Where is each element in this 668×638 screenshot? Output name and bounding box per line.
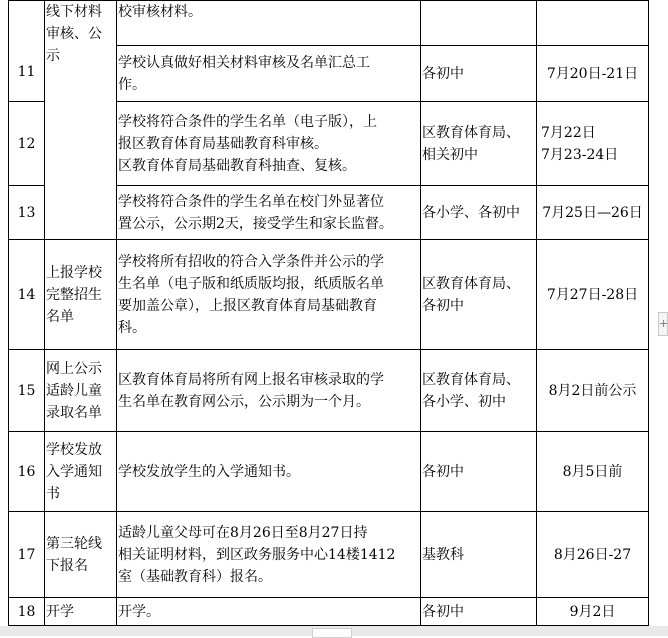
time-line: 7月27日-28日: [546, 286, 639, 303]
time-line: 7月20日-21日: [546, 65, 639, 82]
row-number-cell: 11: [9, 1, 45, 102]
dept-cell: [421, 350, 537, 432]
content-line: 报区教育体育局基础教育科审核。: [118, 135, 328, 152]
content-line: 置公示，公示期2天，接受学生和家长监督。: [118, 215, 393, 232]
dept-line: 各初中: [422, 603, 464, 620]
content-line: 生名单（电子版和纸质版均报，纸质版名单: [118, 275, 384, 292]
time-cell: [537, 102, 649, 186]
table-row: [9, 432, 649, 512]
row-number-cell: 15: [9, 350, 45, 432]
table-row: [9, 350, 649, 432]
dept-line: 各初中: [422, 297, 464, 314]
stage-line: 完整招生: [46, 286, 102, 303]
stage-cell: [45, 1, 117, 240]
content-cell: [117, 240, 421, 350]
time-cell: [537, 46, 649, 102]
dept-line: 各初中: [422, 463, 464, 480]
stage-cell: [45, 240, 117, 350]
content-line: 学校发放学生的入学通知书。: [118, 463, 300, 480]
table-row: [9, 512, 649, 598]
stage-line: 名单: [46, 308, 74, 325]
content-line: 区教育体育局将所有网上报名审核录取的学: [118, 371, 384, 388]
stage-line: 录取名单: [46, 404, 102, 421]
schedule-table-body: [9, 1, 649, 626]
stage-line: 审核、公: [46, 26, 102, 42]
content-line: 区教育体育局基础教育科抽查、复核。: [118, 157, 356, 174]
content-line: 校审核材料。: [118, 4, 202, 20]
time-line: 7月25日—26日: [542, 204, 643, 221]
row-number-cell: 14: [9, 240, 45, 350]
schedule-table: [8, 0, 649, 626]
time-line: 9月2日: [569, 603, 616, 620]
dept-cell: [421, 102, 537, 186]
dept-line: 各小学、各初中: [422, 204, 520, 221]
row-number-cell: 12: [9, 102, 45, 186]
dept-cell: [421, 598, 537, 626]
content-line: 开学。: [118, 603, 160, 620]
row-number-cell: 13: [9, 186, 45, 240]
stage-line: 学校发放: [46, 441, 102, 458]
content-line: 学校将所有招收的符合入学条件并公示的学: [118, 253, 384, 270]
time-line: 8月26日-27: [553, 546, 632, 563]
content-cell: [117, 1, 421, 46]
dept-cell: [421, 432, 537, 512]
time-cell: [537, 186, 649, 240]
content-cell: [117, 598, 421, 626]
dept-line: 基教科: [422, 546, 464, 563]
dept-cell: [421, 1, 537, 46]
stage-cell: [45, 432, 117, 512]
row-number-cell: 17: [9, 512, 45, 598]
dept-cell: [421, 240, 537, 350]
content-cell: [117, 350, 421, 432]
table-row: [9, 598, 649, 626]
content-line: 生名单在教育网公示，公示期为一个月。: [118, 393, 370, 410]
time-cell: [537, 1, 649, 46]
content-line: 学校将符合条件的学生名单在校门外显著位: [118, 193, 384, 210]
time-cell: [537, 512, 649, 598]
time-cell: [537, 598, 649, 626]
content-cell: [117, 102, 421, 186]
dept-line: 区教育体育局、: [422, 371, 520, 388]
dept-cell: [421, 46, 537, 102]
stage-line: 入学通知: [46, 463, 102, 480]
row-number-cell: 18: [9, 598, 45, 626]
dept-line: 相关初中: [422, 146, 478, 163]
dept-cell: [421, 512, 537, 598]
stage-line: 网上公示: [46, 360, 102, 377]
stage-cell: [45, 350, 117, 432]
dept-line: 各初中: [422, 65, 464, 82]
page-bottom-edge: [0, 626, 668, 636]
time-line: 8月2日前公示: [548, 382, 637, 399]
content-line: 科。: [118, 319, 146, 336]
content-line: 室（基础教育科）报名。: [118, 568, 272, 585]
stage-line: 下报名: [46, 557, 88, 574]
content-line: 学校认真做好相关材料审核及名单汇总工: [118, 54, 370, 71]
table-row: [9, 240, 649, 350]
stage-line: 上报学校: [46, 264, 102, 281]
row-number-cell: 16: [9, 432, 45, 512]
content-line: 学校将符合条件的学生名单（电子版），上: [118, 113, 377, 130]
time-line: 7月23-24日: [541, 146, 619, 163]
content-line: 作。: [118, 76, 146, 93]
stage-cell: [45, 512, 117, 598]
page-tab-marker: [312, 628, 352, 638]
content-cell: [117, 186, 421, 240]
content-cell: [117, 46, 421, 102]
stage-line: 示: [46, 48, 60, 64]
content-line: 相关证明材料，到区政务服务中心14楼1412: [118, 546, 396, 563]
stage-cell: [45, 598, 117, 626]
stage-line: 第三轮线: [46, 535, 102, 552]
time-line: 8月5日前: [562, 463, 623, 480]
table-row: [9, 1, 649, 46]
stage-line: 适龄儿童: [46, 382, 102, 399]
dept-line: 各小学、初中: [422, 393, 506, 410]
content-line: 适龄儿童父母可在8月26日至8月27日持: [118, 524, 368, 541]
stage-line: 线下材料: [46, 4, 102, 20]
content-cell: [117, 432, 421, 512]
content-cell: [117, 512, 421, 598]
dept-cell: [421, 186, 537, 240]
stage-line: 开学: [46, 603, 74, 620]
dept-line: 区教育体育局、: [422, 275, 520, 292]
expand-handle[interactable]: +: [658, 312, 668, 336]
stage-line: 书: [46, 485, 60, 502]
time-cell: [537, 240, 649, 350]
dept-line: 区教育体育局、: [422, 124, 520, 141]
time-line: 7月22日: [541, 124, 596, 141]
time-cell: [537, 432, 649, 512]
time-cell: [537, 350, 649, 432]
content-line: 要加盖公章），上报区教育体育局基础教育: [118, 297, 377, 314]
